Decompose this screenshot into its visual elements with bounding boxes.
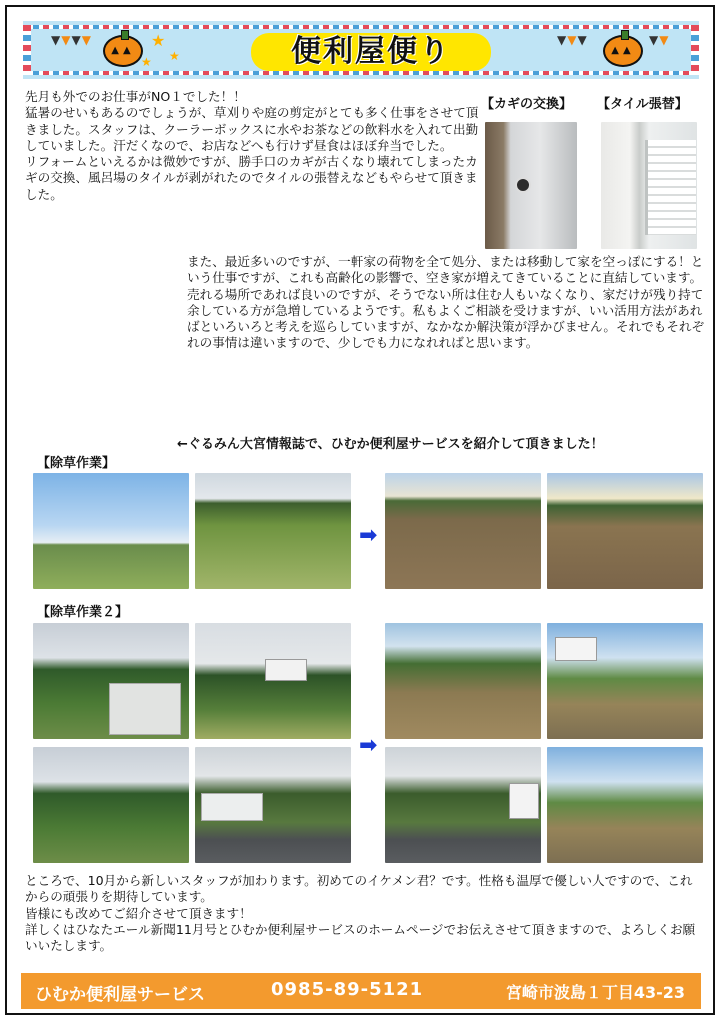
weeding-2-label: 【除草作業２】 <box>37 605 129 620</box>
weeding-2-before-photo-d <box>195 747 351 863</box>
weeding-1-label: 【除草作業】 <box>37 456 116 471</box>
pumpkin-right-icon: ▲▲ <box>603 35 643 67</box>
weeding-2-after-photo-b <box>547 623 703 739</box>
pumpkin-left-icon: ▲▲ <box>103 35 143 67</box>
intro-paragraph-1: 猛暑のせいもあるのでしょうが、草刈りや庭の剪定がとても多く仕事をさせて頂きました。スタッフは、クーラーボックスに水やお茶などの飲料水を入れて出勤していました。汗だくなので、お店などへも行けず昼食はほぼ弁当でした。 <box>25 105 479 153</box>
closing-paragraph-1: ところで、10月から新しいスタッフが加わります。初めてのイケメン君？です。性格も温厚で優しい人ですので、これからの頑張りを期待しています。 <box>25 873 693 905</box>
phone-number[interactable]: 0985-89-5121 <box>271 979 424 1000</box>
arrow-right-icon: ➡ <box>359 523 378 548</box>
intro-text <box>25 89 480 203</box>
bunting-right-icon: ▼▼▼ <box>557 33 588 47</box>
middle-text <box>187 254 707 352</box>
weeding-1-before-photo-a <box>33 473 189 589</box>
header-banner <box>23 21 699 79</box>
intro-paragraph-2: リフォームといえるかは微妙ですが、勝手口のカギが古くなり壊れてしまったカギの交換、風呂場のタイルが剥がれたのでタイルの張替えなどもやらせて頂きました。 <box>25 154 478 202</box>
key-exchange-label: 【カギの交換】 <box>481 97 573 112</box>
closing-text <box>25 873 705 954</box>
key-exchange-photo <box>485 122 577 249</box>
weeding-2-after-photo-a <box>385 623 541 739</box>
weeding-2-before-photo-c <box>33 747 189 863</box>
banner-border-left <box>23 25 31 75</box>
closing-paragraph-3: 詳しくはひなたエール新聞11月号とひむか便利屋サービスのホームページでお伝えさせて頂きますので、よろしくお願いいたします。 <box>25 921 696 954</box>
weeding-1-before-photo-b <box>195 473 351 589</box>
footer-bar <box>21 973 701 1009</box>
company-address: 宮崎市波島１丁目43-23 <box>505 983 685 1002</box>
weeding-1-after-photo-a <box>385 473 541 589</box>
weeding-1-after-photo-b <box>547 473 703 589</box>
banner-border-right <box>691 25 699 75</box>
intro-headline: 先月も外でのお仕事がNO１でした！！ <box>25 89 246 104</box>
bunting-left-icon: ▼▼▼▼ <box>51 33 92 47</box>
newsletter-title: 便利屋便り <box>251 33 491 71</box>
weeding-2-before-photo-a <box>33 623 189 739</box>
weeding-2-after-photo-c <box>385 747 541 863</box>
middle-paragraph-1: また、最近多いのですが、一軒家の荷物を全て処分、または移動して家を空っぽにする！という仕事ですが、これも高齢化の影響で、空き家が増えてきていることに直結しています。 <box>187 254 704 286</box>
star-icon: ★ <box>141 55 152 69</box>
middle-paragraph-2: 売れる場所であれば良いのですが、そうでない所は住む人もいなくなり、家だけが残り持て余している方が急増しているようです。私もよくご相談を受けますが、いい活用方法があればといろいろと考えを巡らしていますが、なかなか解決策が浮かびません。それでもそれぞれの事情は違いますので、少しでも力になれればと思います。 <box>187 286 705 351</box>
star-icon: ★ <box>169 49 180 63</box>
bunting-right-end-icon: ▼▼ <box>649 33 670 47</box>
weeding-2-before-photo-b <box>195 623 351 739</box>
magazine-note: ←ぐるみん大宮情報誌で、ひむか便利屋サービスを紹介して頂きました！ <box>177 437 604 452</box>
closing-paragraph-2: 皆様にも改めてご紹介させて頂きます！ <box>25 905 252 921</box>
tile-replace-label: 【タイル張替】 <box>597 97 688 112</box>
star-icon: ★ <box>151 31 166 50</box>
tile-replace-photo <box>601 122 697 249</box>
arrow-right-icon: ➡ <box>359 733 378 758</box>
newsletter-page <box>5 5 715 1015</box>
company-name: ひむか便利屋サービス <box>35 985 205 1005</box>
weeding-2-after-photo-d <box>547 747 703 863</box>
